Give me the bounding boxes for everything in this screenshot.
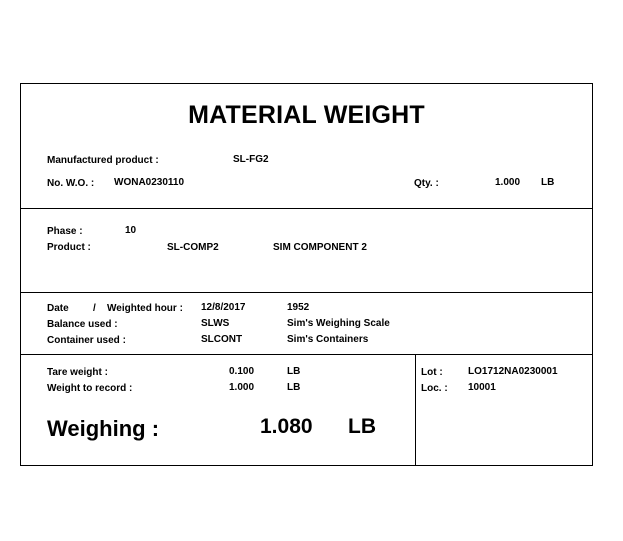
label-title: MATERIAL WEIGHT [188, 101, 425, 129]
balance-name: Sim's Weighing Scale [287, 318, 390, 329]
product-code: SL-COMP2 [167, 242, 219, 253]
weight-to-record-label: Weight to record : [47, 383, 133, 394]
wo-value: WONA0230110 [114, 177, 185, 188]
container-code: SLCONT [201, 334, 243, 345]
weight-to-record-unit: LB [287, 382, 301, 393]
container-label: Container used : [47, 335, 126, 346]
hour-value: 1952 [287, 302, 310, 313]
balance-label: Balance used : [47, 319, 118, 330]
product-label: Product : [47, 242, 91, 253]
lot-value: LO1712NA0230001 [468, 366, 558, 377]
tare-weight-unit: LB [287, 366, 301, 377]
date-hour-separator: / [93, 303, 96, 314]
weighted-hour-label: Weighted hour : [107, 303, 183, 314]
lot-label: Lot : [421, 367, 443, 378]
container-name: Sim's Containers [287, 334, 369, 345]
phase-value: 10 [125, 225, 137, 236]
weight-to-record-value: 1.000 [229, 382, 255, 393]
date-value: 12/8/2017 [201, 302, 246, 313]
balance-code: SLWS [201, 318, 230, 329]
weighing-label: Weighing : [47, 416, 160, 441]
product-name: SIM COMPONENT 2 [273, 242, 367, 253]
divider-vertical [415, 354, 416, 465]
qty-unit: LB [541, 177, 555, 188]
manufactured-product-label: Manufactured product : [47, 155, 159, 166]
phase-label: Phase : [47, 226, 83, 237]
loc-label: Loc. : [421, 383, 448, 394]
qty-label: Qty. : [414, 178, 439, 189]
qty-value: 1.000 [495, 177, 521, 188]
weighing-value: 1.080 [260, 415, 313, 438]
divider-3 [21, 354, 592, 355]
date-label: Date [47, 303, 69, 314]
wo-label: No. W.O. : [47, 178, 95, 189]
divider-1 [21, 208, 592, 209]
loc-value: 10001 [468, 382, 496, 393]
tare-weight-label: Tare weight : [47, 367, 108, 378]
tare-weight-value: 0.100 [229, 366, 255, 377]
material-weight-label [20, 83, 593, 466]
divider-2 [21, 292, 592, 293]
manufactured-product-value: SL-FG2 [233, 154, 269, 165]
weighing-unit: LB [348, 415, 376, 438]
